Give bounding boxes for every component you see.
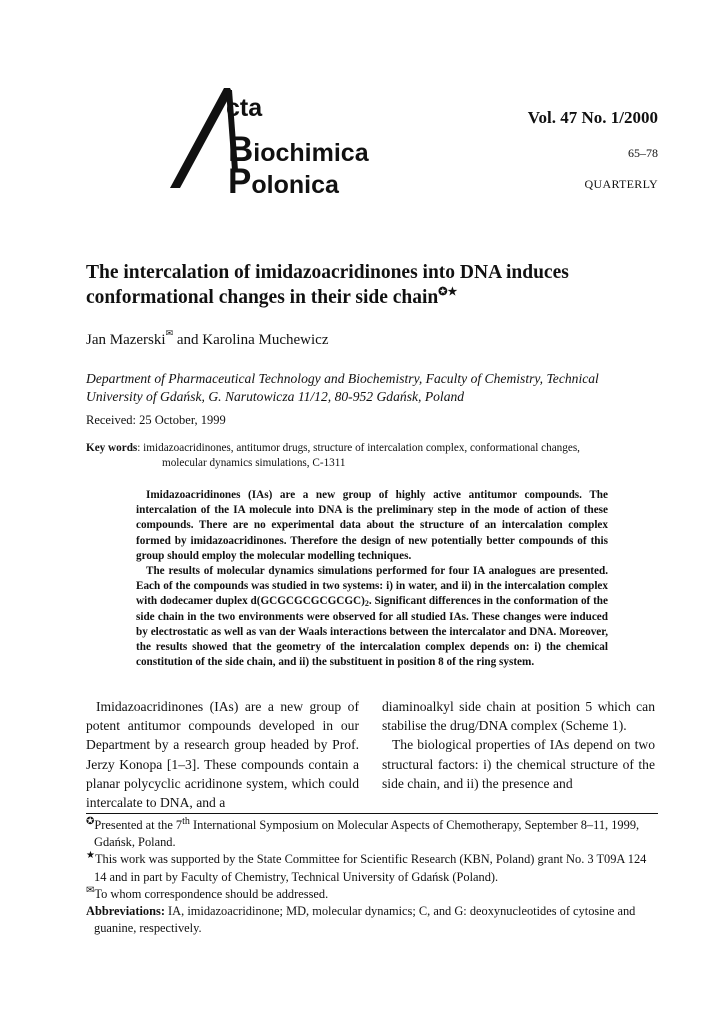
footnote-1-text-a: Presented at the 7 [94, 818, 183, 832]
affiliation: Department of Pharmaceutical Technology and Biochemistry, Faculty of Chemistry, Technical University of Gdańsk, G. Narutowicza 11/12, 80-952 Gdańsk, Poland [86, 371, 599, 404]
volume-label: Vol. 47 No. 1/2000 [527, 108, 658, 127]
keywords-line2: molecular dynamics simulations, C-1311 [162, 457, 346, 469]
title-footnote-marks: ✪★ [438, 286, 458, 298]
footnote-2-text: This work was supported by the State Committee for Scientific Research (KBN, Poland) grant No. 3 T09A 124 14 and in part by Faculty of Chemistry, Technical University of Gdańsk (Poland). [94, 852, 647, 884]
abstract-p2-part-b: . Significant differences in the conformation of the side chain in the two environments were observed for all studied IAs. These changes were induced by electrostatic as well as van der Waals interactions between the intercalator and DNA. Moreover, the results showed that the geometry of the intercalation complex depends on: i) the chemical constitution of the side chain, and ii) the substituent in position 8 of the ring system. [136, 595, 608, 669]
footnote-3 [86, 886, 658, 903]
body-column-left [86, 697, 359, 812]
body-paragraph: The biological properties of IAs depend on two structural factors: i) the chemical structure of the side chain, and ii) the presence and [382, 737, 655, 791]
footnote-envelope-icon: ✉ [86, 884, 95, 896]
logo-line2-text: iochimica [253, 139, 369, 167]
page-range: 65–78 [628, 146, 658, 160]
abbreviations [86, 903, 658, 937]
abstract [136, 488, 608, 670]
abstract-p2-subscript: 2 [364, 599, 369, 609]
authors [86, 328, 329, 349]
keywords-line1: : imidazoacridinones, antitumor drugs, structure of intercalation complex, conformational changes, [137, 442, 580, 454]
footnote-1 [86, 817, 658, 851]
logo-line2-cap: B [228, 130, 254, 169]
logo-line3-text: olonica [251, 171, 339, 199]
logo-word-acta [226, 96, 262, 121]
footnote-divider [86, 813, 658, 814]
footnote-2 [86, 851, 658, 885]
title-text: The intercalation of imidazoacridinones into DNA induces conformational changes in their side chain [86, 262, 569, 308]
keywords [86, 441, 660, 471]
author-separator: and [173, 332, 203, 348]
logo-line1-text: cta [226, 94, 263, 122]
body-paragraph: diaminoalkyl side chain at position 5 which can stabilise the drug/DNA complex (Scheme 1). [382, 699, 655, 734]
footnote-star-icon: ★ [86, 850, 95, 862]
footnote-1-text-b: International Symposium on Molecular Aspects of Chemotherapy, September 8–11, 1999, Gdańsk, Poland. [94, 818, 640, 850]
abbreviations-label: Abbreviations: [86, 904, 165, 919]
frequency-label: QUARTERLY [584, 177, 658, 191]
journal-logo [166, 82, 386, 201]
footnotes [86, 817, 658, 937]
keywords-label: Key words [86, 442, 138, 454]
correspondence-icon: ✉ [165, 328, 174, 338]
logo-word-polonica [228, 164, 339, 199]
footnote-1-superscript: th [182, 816, 190, 827]
body-paragraph: Imidazoacridinones (IAs) are a new group of potent antitumor compounds developed in our Department by a research group headed by Prof. Jerzy Konopa [1–3]. These compounds contain a planar polycyclic acridinone system, which could intercalate to DNA, and a [86, 699, 359, 811]
abstract-paragraph-2 [136, 564, 608, 670]
body-column-right [382, 697, 655, 793]
author-1: Jan Mazerski [86, 332, 166, 348]
logo-line3-cap: P [228, 162, 252, 201]
footnote-star-outline-icon: ✪ [86, 816, 95, 827]
received-date: Received: 25 October, 1999 [86, 413, 226, 427]
footnote-3-text: To whom correspondence should be addressed. [94, 886, 329, 901]
article-title [86, 260, 646, 310]
abbreviations-text: IA, imidazoacridinone; MD, molecular dynamics; C, and G: deoxynucleotides of cytosine and guanine, respectively. [94, 904, 636, 936]
abstract-p2-part-a: The results of molecular dynamics simulations performed for four IA analogues are presented. Each of the compounds was studied in two systems: i) in water, and ii) in the intercalation complex with dodecamer duplex d(GCGCGCGCGCGC) [136, 565, 608, 608]
author-2: Karolina Muchewicz [202, 332, 329, 348]
abstract-paragraph-1: Imidazoacridinones (IAs) are a new group of highly active antitumor compounds. The intercalation of the IA molecule into DNA is the preliminary step in the mode of action of these compounds. There are no experimental data about the structure of an intercalation complex formed by imidazoacridinones. Therefore the design of new potentially better compounds of this group should employ the molecular modelling techniques. [136, 489, 608, 562]
